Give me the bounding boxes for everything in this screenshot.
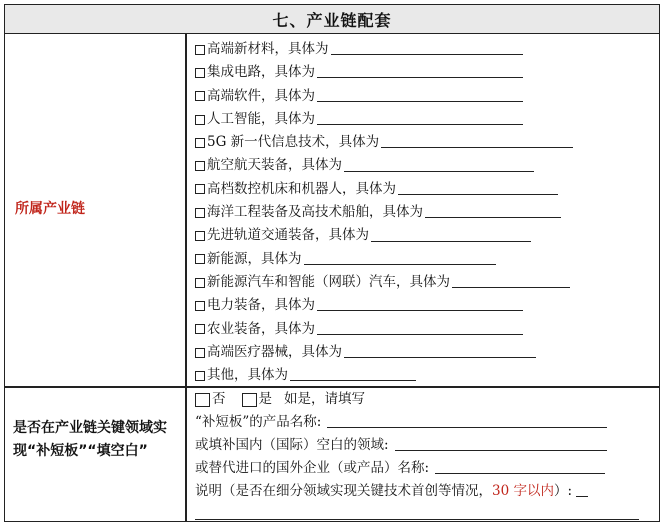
industry-option — [195, 201, 573, 224]
option-detail-field[interactable] — [425, 203, 561, 218]
note-row — [195, 480, 655, 503]
industry-option — [195, 271, 573, 294]
option-checkbox[interactable] — [195, 348, 205, 358]
option-label: 5G 新一代信息技术，具体为 — [207, 134, 380, 151]
product-name-field[interactable] — [327, 413, 607, 428]
option-detail-field[interactable] — [304, 250, 496, 265]
industry-option — [195, 108, 573, 131]
industry-option — [195, 341, 573, 364]
industry-option — [195, 61, 573, 84]
option-detail-field[interactable] — [290, 366, 416, 381]
no-label: 否 — [212, 391, 226, 407]
option-label: 集成电路，具体为 — [207, 64, 315, 81]
option-detail-field[interactable] — [317, 296, 523, 311]
industry-chain-label: 所属产业链 — [15, 201, 85, 217]
section-title: 七、产业链配套 — [5, 5, 659, 34]
option-detail-field[interactable] — [344, 343, 536, 358]
industry-option — [195, 154, 573, 177]
product-name-row — [195, 411, 655, 434]
industry-option — [195, 131, 573, 154]
replace-row — [195, 457, 655, 480]
option-label: 新能源汽车和智能（网联）汽车，具体为 — [207, 273, 450, 290]
industry-option — [195, 85, 573, 108]
option-checkbox[interactable] — [195, 115, 205, 125]
industry-option — [195, 248, 573, 271]
industry-option — [195, 318, 573, 341]
column-divider — [185, 34, 187, 522]
option-detail-field[interactable] — [317, 110, 523, 125]
option-detail-field[interactable] — [371, 227, 531, 242]
option-checkbox[interactable] — [195, 254, 205, 264]
option-label: 人工智能，具体为 — [207, 110, 315, 127]
blank-fill-label: 或填补国内（国际）空白的领域: — [195, 437, 389, 453]
option-checkbox[interactable] — [195, 301, 205, 311]
option-label: 其他，具体为 — [207, 367, 288, 384]
option-label: 高端医疗器械，具体为 — [207, 343, 342, 360]
option-detail-field[interactable] — [317, 87, 523, 102]
yes-checkbox[interactable] — [242, 393, 257, 407]
product-label: “补短板”的产品名称: — [195, 414, 322, 430]
note-limit: 30 字以内 — [492, 483, 554, 499]
industry-option — [195, 364, 573, 387]
yes-hint: 如是，请填写 — [284, 391, 365, 407]
note-suffix: ）: — [553, 483, 573, 499]
option-label: 高档数控机床和机器人，具体为 — [207, 180, 396, 197]
option-checkbox[interactable] — [195, 231, 205, 241]
option-label: 电力装备，具体为 — [207, 297, 315, 314]
option-checkbox[interactable] — [195, 91, 205, 101]
option-checkbox[interactable] — [195, 278, 205, 288]
option-detail-field[interactable] — [344, 157, 534, 172]
yes-no-row — [195, 388, 655, 411]
option-checkbox[interactable] — [195, 45, 205, 55]
option-detail-field[interactable] — [452, 273, 570, 288]
option-detail-field[interactable] — [317, 63, 523, 78]
option-label: 航空航天装备，具体为 — [207, 157, 342, 174]
note-continuation-row — [195, 503, 655, 526]
option-label: 高端软件，具体为 — [207, 87, 315, 104]
option-detail-field[interactable] — [398, 180, 558, 195]
replace-field[interactable] — [435, 459, 605, 474]
option-label: 先进轨道交通装备，具体为 — [207, 227, 369, 244]
blank-fill-row — [195, 434, 655, 457]
note-field[interactable] — [576, 482, 588, 497]
replace-label: 或替代进口的国外企业（或产品）名称: — [195, 460, 430, 476]
option-label: 农业装备，具体为 — [207, 320, 315, 337]
option-checkbox[interactable] — [195, 68, 205, 78]
industry-option — [195, 294, 573, 317]
weakness-fields — [195, 388, 655, 526]
industry-option — [195, 178, 573, 201]
option-detail-field[interactable] — [381, 133, 573, 148]
option-checkbox[interactable] — [195, 371, 205, 381]
industry-chain-form — [4, 4, 660, 522]
note-prefix: 说明（是否在细分领域实现关键技术首创等情况， — [195, 483, 492, 499]
blank-fill-field[interactable] — [395, 436, 607, 451]
option-label: 高端新材料，具体为 — [207, 41, 329, 57]
option-label: 海洋工程装备及高技术船舶，具体为 — [207, 204, 423, 221]
no-checkbox[interactable] — [195, 393, 210, 407]
yes-label: 是 — [258, 391, 272, 407]
weakness-label: 是否在产业链关键领域实现“补短板”“填空白” — [13, 420, 167, 459]
industry-chain-options — [195, 38, 573, 387]
option-checkbox[interactable] — [195, 161, 205, 171]
industry-option — [195, 224, 573, 247]
option-label: 新能源，具体为 — [207, 250, 302, 267]
note-continuation-field[interactable] — [195, 505, 639, 520]
option-checkbox[interactable] — [195, 324, 205, 334]
industry-option — [195, 38, 573, 61]
option-checkbox[interactable] — [195, 208, 205, 218]
option-detail-field[interactable] — [317, 320, 523, 335]
option-checkbox[interactable] — [195, 138, 205, 148]
option-detail-field[interactable] — [331, 40, 523, 55]
option-checkbox[interactable] — [195, 184, 205, 194]
